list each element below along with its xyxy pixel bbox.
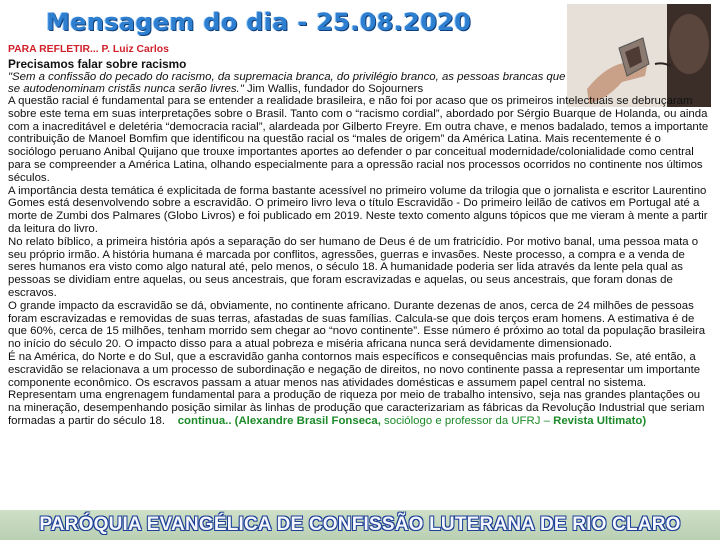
article-kicker: PARA REFLETIR... P. Luiz Carlos [8, 44, 169, 55]
paragraph: A importância desta temática é explicitada de forma bastante acessível no primeiro volume da trilogia que o jornalista e escritor Laurentino Gomes está desenvolvendo sobre a escravidão. O primeiro livro leva o título Escravidão - Do primeiro leilão de cativos em Portugal até a morte de Zumbi dos Palmares (Globo Livros) e foi publicado em 2019. Neste texto comento alguns tópicos que me vieram à mente a partir da leitura do livro. [8, 184, 708, 235]
paragraph [8, 351, 710, 428]
page-title: Mensagem do dia - 25.08.2020 [46, 8, 472, 36]
epigraph-quote: "Sem a confissão do pecado do racismo, da supremacia branca, do privilégio branco, as pessoas brancas que se autodenominam cristãs nunca serão livres." [8, 70, 566, 96]
continua-label: continua.. [165, 414, 232, 427]
article-body [8, 95, 710, 428]
credit-role: sociólogo e professor da UFRJ – [380, 414, 554, 427]
footer-text: PARÓQUIA EVANGÉLICA DE CONFISSÃO LUTERANA DE RIO CLARO [39, 514, 681, 535]
footer-banner [0, 510, 720, 540]
epigraph [8, 71, 568, 97]
paragraph: O grande impacto da escravidão se dá, obviamente, no continente africano. Durante dezenas de anos, cerca de 24 milhões de pessoas foram escravizadas e removidas de suas terras, afastadas de suas famílias. Calcula-se que dois terços eram homens. A estimativa é de que 60%, cerca de 15 milhões, tenham morrido sem chegar ao “novo continente”. Esse número é próximo ao total da população brasileira no início do século 20. O impacto disso para a atual pobreza e miséria africana nunca será devidamente dimensionado. [8, 299, 706, 351]
article-header [8, 44, 568, 96]
paragraph: A questão racial é fundamental para se entender a realidade brasileira, e não foi por acaso que os primeiros intelectuais se debruçaram sobre este tema em suas interpretações sobre o Brasil. Tanto com o “racismo cordial”, abordado por Sérgio Buarque de Holanda, ou ainda com a inacreditável e deletéria “democracia racial”, alardeada por Gilberto Freyre. Em outra chave, e menos badalado, temos a importante contribuição de Manoel Bomfim que identificou na questão racial os “males de origem” da América Latina. Mais recentemente é o sociólogo peruano Anibal Quijano que trouxe importantes aportes ao defender o par conceitual modernidade/colonialidade como central para se compreender a América Latina, olhando especialmente para a opressão racial nos processos ocorridos no continente nos últimos séculos. [8, 95, 709, 184]
article-headline: Precisamos falar sobre racismo [8, 56, 187, 71]
header-photo [567, 4, 711, 107]
credit-source: Revista Ultimato) [553, 414, 647, 427]
epigraph-attribution: Jim Wallis, fundador do Sojourners [243, 83, 424, 96]
paragraph: No relato bíblico, a primeira história após a separação do ser humano de Deus é de um fratricídio. Por motivo banal, uma pessoa mata o seu próprio irmão. A história humana é marcada por conflitos, agressões, guerras e invasões. Neste processo, a compra e a venda de seres humanos era visto como algo natural até, pelo menos, o século 18. A humanidade poderia ser lida através da lente pela qual as pessoas se dividiam entre aquelas, ou seus ancestrais, que foram escravizadas e aquelas, ou seus ancestrais, que foram donas de escravos. [8, 235, 699, 299]
credit-name: (Alexandre Brasil Fonseca, [231, 414, 381, 427]
paragraph-text: É na América, do Norte e do Sul, que a escravidão ganha contornos mais específicos e consequências mais profundas. Se, até então, a escravidão se relacionava a um processo de subordinação e negação de direitos, no novo continente passa a representar um importante componente econômico. Os escravos passam a atuar menos nas atividades domésticas e assumem papel central no sistema. Representam uma engrenagem fundamental para a produção de riqueza por meio de trabalho intensivo, seja nas grandes plantações ou na mineração, desempenhando posição similar às linhas de produção que caracterizariam as fábricas da Revolução Industrial que seriam formadas a partir do século 18. [8, 350, 705, 427]
photo-illustration [567, 4, 711, 107]
